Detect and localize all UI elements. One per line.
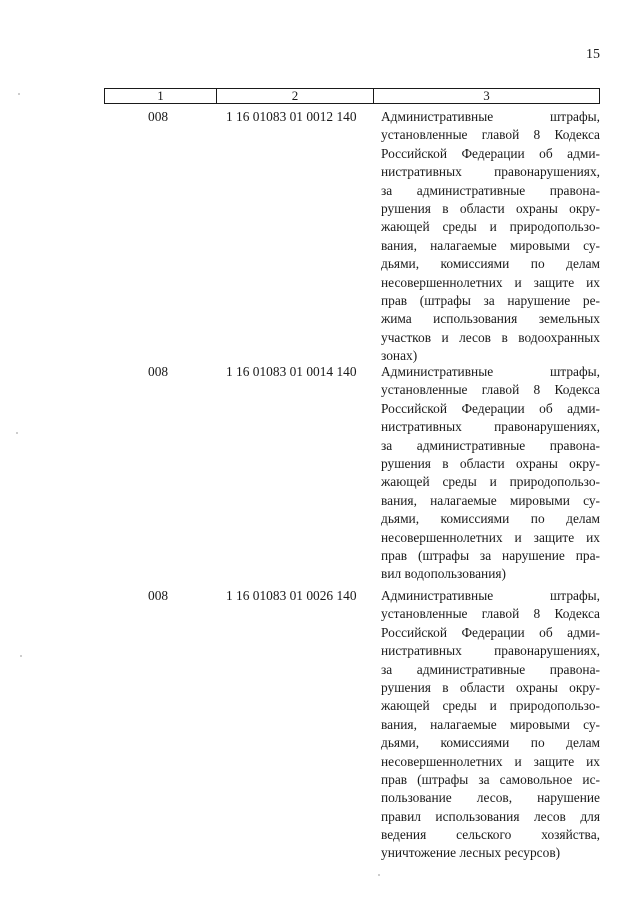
revenue-description [381,587,600,863]
description-line: участков и лесов в водоохранных [381,329,600,345]
description-line: дьями, комиссиями по делам [381,735,600,751]
description-line: несовершеннолетних и защите их [381,529,600,545]
description-line: уничтожение лесных ресурсов) [381,845,561,861]
description-line: дьями, комиссиями по делам [381,511,600,527]
scan-speck [18,93,20,95]
description-line: установленные главой 8 Кодекса [381,606,600,622]
table-header [104,88,600,104]
description-line: несовершеннолетних и защите их [381,274,600,290]
description-line: жима использования земельных [381,311,600,327]
description-line: зонах) [381,348,418,364]
scan-speck [378,874,380,876]
revenue-description [381,363,600,584]
description-line: за административные правона- [381,182,600,198]
budget-classification-code: 1 16 01083 01 0012 140 [226,109,357,124]
description-line: правил использования лесов для [381,808,600,824]
description-line: Российской Федерации об адми- [381,400,600,416]
description-line: вания, налагаемые мировыми су- [381,492,600,508]
admin-code: 008 [148,588,169,603]
description-line: рушения в области охраны окру- [381,200,600,216]
description-line: за административные правона- [381,437,600,453]
description-line: Административные штрафы, [381,588,600,603]
description-line: Российской Федерации об адми- [381,145,600,161]
description-line: вания, налагаемые мировыми су- [381,237,600,253]
description-line: вания, налагаемые мировыми су- [381,716,600,732]
description-line: нистративных правонарушениях, [381,643,600,659]
budget-classification-code: 1 16 01083 01 0026 140 [226,588,357,603]
description-line: дьями, комиссиями по делам [381,256,600,272]
header-col-3: 3 [373,89,599,103]
description-line: за административные правона- [381,661,600,677]
admin-code: 008 [148,109,169,124]
header-col-2: 2 [216,89,373,103]
description-line: нистративных правонарушениях, [381,164,600,180]
description-line: жающей среды и природопользо- [381,219,600,235]
description-line: рушения в области охраны окру- [381,679,600,695]
scan-speck [20,655,22,657]
description-line: установленные главой 8 Кодекса [381,127,600,143]
description-line: жающей среды и природопользо- [381,474,600,490]
description-line: пользование лесов, нарушение [381,790,600,806]
description-line: ведения сельского хозяйства, [381,827,600,843]
header-col-1: 1 [157,88,164,103]
scan-speck [16,432,18,434]
description-line: прав (штрафы за нарушение ре- [381,292,600,308]
description-line: Административные штрафы, [381,364,600,379]
admin-code: 008 [148,364,169,379]
description-line: прав (штрафы за самовольное ис- [381,771,600,787]
page-number: 15 [586,47,600,62]
description-line: Административные штрафы, [381,109,600,124]
revenue-description [381,108,600,365]
description-line: установленные главой 8 Кодекса [381,382,600,398]
description-line: вил водопользования) [381,566,506,582]
description-line: прав (штрафы за нарушение пра- [381,547,600,563]
description-line: рушения в области охраны окру- [381,455,600,471]
description-line: Российской Федерации об адми- [381,624,600,640]
description-line: жающей среды и природопользо- [381,698,600,714]
budget-classification-code: 1 16 01083 01 0014 140 [226,364,357,379]
description-line: несовершеннолетних и защите их [381,753,600,769]
description-line: нистративных правонарушениях, [381,419,600,435]
